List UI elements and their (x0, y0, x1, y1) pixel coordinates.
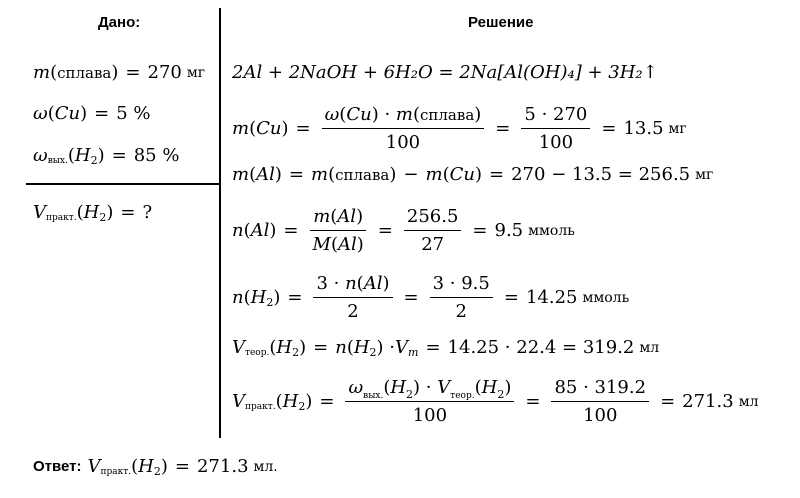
reaction-equation: 2Al + 2NaOH + 6H₂O = 2Na[Al(OH)₄] + 3H₂↑ (232, 62, 658, 83)
calc-volume-theor: V теор. ( H 2 ) = n ( H 2 ) · V m = 14.25 · 22.4 = 319.2 мл (232, 337, 660, 359)
calc-moles-al: n ( Al ) = $\frac{m(Al)}{M(Al)}$ = $\frac{256.5}{27}$ = 9.5 ммоль (232, 206, 575, 255)
vertical-divider (219, 8, 221, 438)
find-volume: V практ. ( H 2 ) = ? (33, 202, 153, 224)
given-header: Дано: (98, 14, 141, 31)
given-mass-alloy: m ( сплава ) = 270 мг (33, 62, 206, 83)
calc-volume-pract: V практ. ( H 2 ) = $\frac{\omega_{вых.}(H_2) \cdot V_{теор.}(H_2)}{100}$ = $\frac{85 \cdot 319.2}{100}$ = 271.3 мл (232, 377, 759, 426)
answer-line: Ответ: V практ. ( H 2 ) = 271.3 мл. (33, 456, 278, 478)
horizontal-divider (26, 183, 220, 185)
given-fraction-cu: ω ( Cu ) = 5 % (33, 103, 151, 124)
given-yield: ω вых. ( H 2 ) = 85 % (33, 145, 180, 167)
calc-moles-h2: n ( H 2 ) = $\frac{3 \cdot n(Al)}{2}$ = $\frac{3 \cdot 9.5}{2}$ = 14.25 ммоль (232, 273, 630, 322)
calc-mass-cu: m ( Cu ) = $\frac{\text{ω(Cu) · m(сплава)}}{100}$ = $\frac{5 \cdot 270}{100}$ = 13.5 мг (232, 104, 687, 153)
solution-header: Решение (468, 14, 534, 31)
calc-mass-al: m ( Al ) = m ( сплава ) − m ( Cu ) = 270 − 13.5 = 256.5 мг (232, 164, 714, 185)
